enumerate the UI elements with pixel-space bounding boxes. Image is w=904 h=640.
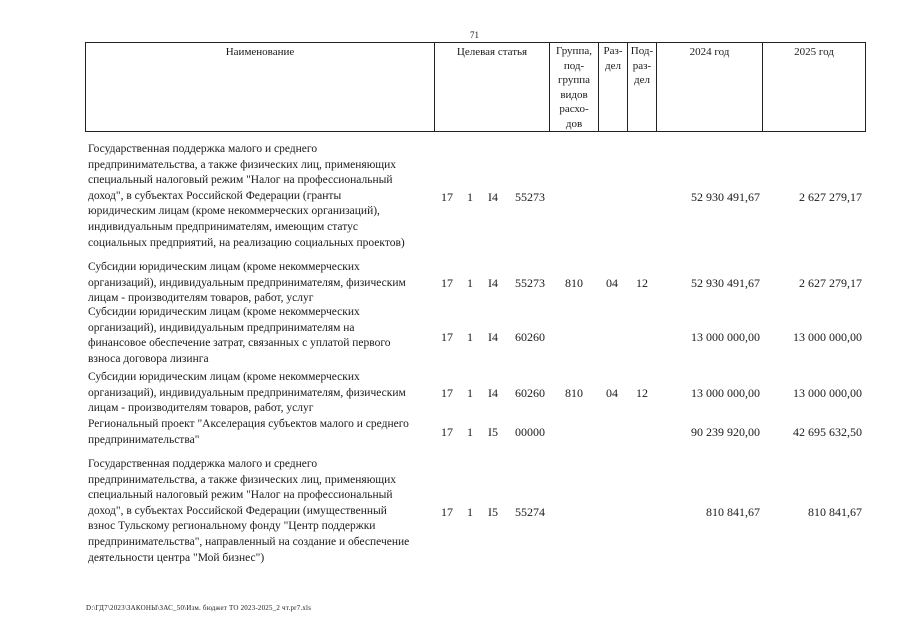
header-name: Наименование — [225, 46, 295, 58]
row-name: Региональный проект "Акселерация субъектов малого и среднего предпринимательства" — [88, 418, 409, 446]
row-name: Субсидии юридическим лицам (кроме некоммерческих организаций), индивидуальным предпринимателям, физическим лицам - производителям товаров, работ, услуг — [88, 261, 406, 305]
header-2024: 2024 год — [689, 46, 730, 58]
code-project: I4 — [488, 276, 498, 290]
section: 04 — [606, 276, 618, 290]
code-direction: 60260 — [515, 330, 545, 344]
page-number: 71 — [470, 30, 479, 40]
amount-2024: 52 930 491,67 — [691, 190, 760, 204]
code-direction: 60260 — [515, 386, 545, 400]
header-group: Группа, под- группа видов расхо- дов — [556, 45, 592, 130]
amount-2025: 2 627 279,17 — [799, 276, 862, 290]
code-subprogram: 1 — [467, 505, 473, 519]
amount-2024: 90 239 920,00 — [691, 425, 760, 439]
row-name: Государственная поддержка малого и среднего предпринимательства, а также физических лиц, применяющих специальный налоговый режим "Налог на профессиональный доход", в субъектах Российской Федерации (гранты юридическим лицам (кроме некоммерческих организаций), индивидуальным предпринимателям, имеющим статус социальных предприятий, на реализацию социальных проектов) — [88, 143, 405, 249]
amount-2025: 810 841,67 — [808, 505, 862, 519]
amount-2024: 13 000 000,00 — [691, 386, 760, 400]
expense-group: 810 — [565, 386, 583, 400]
code-direction: 55273 — [515, 276, 545, 290]
code-program: 17 — [441, 276, 453, 290]
header-subsection: Под- раз- дел — [630, 45, 654, 86]
row-name: Субсидии юридическим лицам (кроме некоммерческих организаций), индивидуальным предпринимателям на финансовое обеспечение затрат, связанных с уплатой первого взноса договора лизинга — [88, 306, 391, 365]
code-project: I4 — [488, 330, 498, 344]
header-target: Целевая статья — [456, 46, 528, 58]
expense-group: 810 — [565, 276, 583, 290]
header-section: Раз- дел — [603, 45, 623, 72]
code-program: 17 — [441, 386, 453, 400]
subsection: 12 — [636, 386, 648, 400]
code-project: I5 — [488, 425, 498, 439]
code-subprogram: 1 — [467, 190, 473, 204]
code-project: I5 — [488, 505, 498, 519]
amount-2025: 13 000 000,00 — [793, 386, 862, 400]
code-program: 17 — [441, 330, 453, 344]
code-subprogram: 1 — [467, 386, 473, 400]
code-direction: 55273 — [515, 190, 545, 204]
row-name: Субсидии юридическим лицам (кроме некоммерческих организаций), индивидуальным предпринимателям, физическим лицам - производителям товаров, работ, услуг — [88, 371, 406, 415]
code-subprogram: 1 — [467, 330, 473, 344]
code-program: 17 — [441, 425, 453, 439]
code-project: I4 — [488, 386, 498, 400]
footer-file-path: D:\ГД7\2023\ЗАКОНЫ\ЗАС_50\Изм. бюджет ТО 2023-2025_2 чт.pr7.xls — [86, 604, 312, 612]
amount-2025: 42 695 632,50 — [793, 425, 862, 439]
amount-2025: 2 627 279,17 — [799, 190, 862, 204]
code-direction: 00000 — [515, 425, 545, 439]
code-subprogram: 1 — [467, 276, 473, 290]
code-program: 17 — [441, 190, 453, 204]
amount-2024: 13 000 000,00 — [691, 330, 760, 344]
subsection: 12 — [636, 276, 648, 290]
header-2025: 2025 год — [794, 46, 834, 58]
code-subprogram: 1 — [467, 425, 473, 439]
code-program: 17 — [441, 505, 453, 519]
amount-2024: 810 841,67 — [706, 505, 760, 519]
row-name: Государственная поддержка малого и среднего предпринимательства, а также физических лиц, применяющих специальный налоговый режим "Налог на профессиональный доход", в субъектах Российской Федерации (имущественный взнос Тульскому региональному фонду "Центр поддержки предпринимательства", направленный на создание и обеспечение деятельности центра "Мой бизнес") — [88, 458, 410, 564]
amount-2025: 13 000 000,00 — [793, 330, 862, 344]
code-direction: 55274 — [515, 505, 545, 519]
code-project: I4 — [488, 190, 498, 204]
section: 04 — [606, 386, 618, 400]
amount-2024: 52 930 491,67 — [691, 276, 760, 290]
